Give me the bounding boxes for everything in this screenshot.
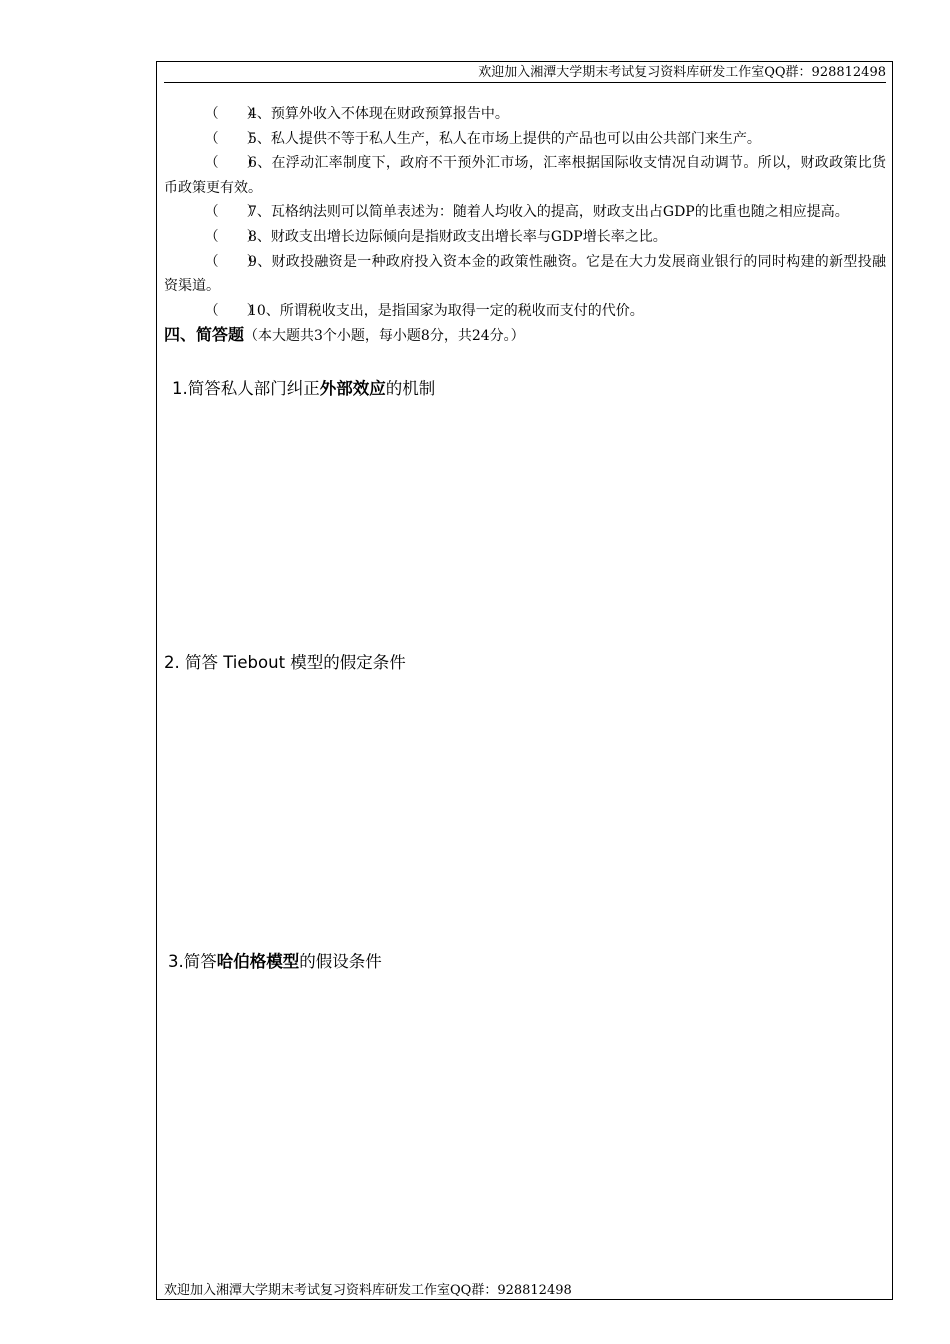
answer-blank: （ ）: [204, 228, 261, 245]
question-text: 3.简答: [168, 952, 217, 971]
tf-item-5: [164, 127, 886, 152]
section-heading: [164, 323, 886, 349]
section-title: 四、简答题: [164, 325, 245, 345]
page-footer: 欢迎加入湘潭大学期末考试复习资料库研发工作室QQ群：928812498: [164, 1283, 572, 1298]
tf-item-text: 8、财政支出增长边际倾向是指财政支出增长率与GDP增长率之比。: [247, 228, 667, 245]
tf-item-text: 10、所谓税收支出，是指国家为取得一定的税收而支付的代价。: [247, 302, 644, 319]
exam-content: [164, 102, 886, 349]
answer-blank: （ ）: [204, 155, 261, 172]
tf-item-7: [164, 200, 886, 225]
page-header: 欢迎加入湘潭大学期末考试复习资料库研发工作室QQ群：928812498: [478, 65, 886, 80]
tf-item-10: [164, 299, 886, 324]
header-divider: [164, 82, 886, 83]
section-note: （本大题共3个小题，每小题8分，共24分。）: [244, 328, 525, 345]
tf-item-9: [164, 250, 886, 299]
answer-blank: （ ）: [204, 130, 261, 147]
answer-blank: （ ）: [204, 302, 261, 319]
tf-item-text: 4、预算外收入不体现在财政预算报告中。: [247, 106, 509, 122]
question-text: 2. 简答 Tiebout 模型的假定条件: [164, 653, 406, 672]
answer-blank: （ ）: [204, 253, 261, 270]
answer-blank: （ ）: [204, 106, 261, 122]
question-2: [164, 652, 406, 674]
tf-item-text: 6、在浮动汇率制度下，政府不干预外汇市场，汇率根据国际收支情况自动调节。所以，财政政策比货币政策更有效。: [164, 155, 886, 196]
tf-item-text: 9、财政投融资是一种政府投入资本金的政策性融资。它是在大力发展商业银行的同时构建的新型投融资渠道。: [164, 253, 886, 295]
question-keyword: 哈伯格模型: [216, 952, 300, 971]
question-keyword: 外部效应: [319, 379, 386, 398]
question-text: 1.简答私人部门纠正: [172, 379, 320, 398]
question-1: [172, 378, 435, 400]
tf-item-8: [164, 225, 886, 250]
question-3: [168, 951, 382, 973]
question-text: 的假设条件: [299, 952, 382, 971]
tf-item-6: [164, 151, 886, 200]
question-text: 的机制: [385, 379, 436, 398]
tf-item-text: 7、瓦格纳法则可以简单表述为：随着人均收入的提高，财政支出占GDP的比重也随之相应提高。: [247, 204, 849, 221]
tf-item-4: [164, 102, 886, 127]
answer-blank: （ ）: [204, 204, 261, 221]
tf-item-text: 5、私人提供不等于私人生产，私人在市场上提供的产品也可以由公共部门来生产。: [247, 130, 761, 147]
